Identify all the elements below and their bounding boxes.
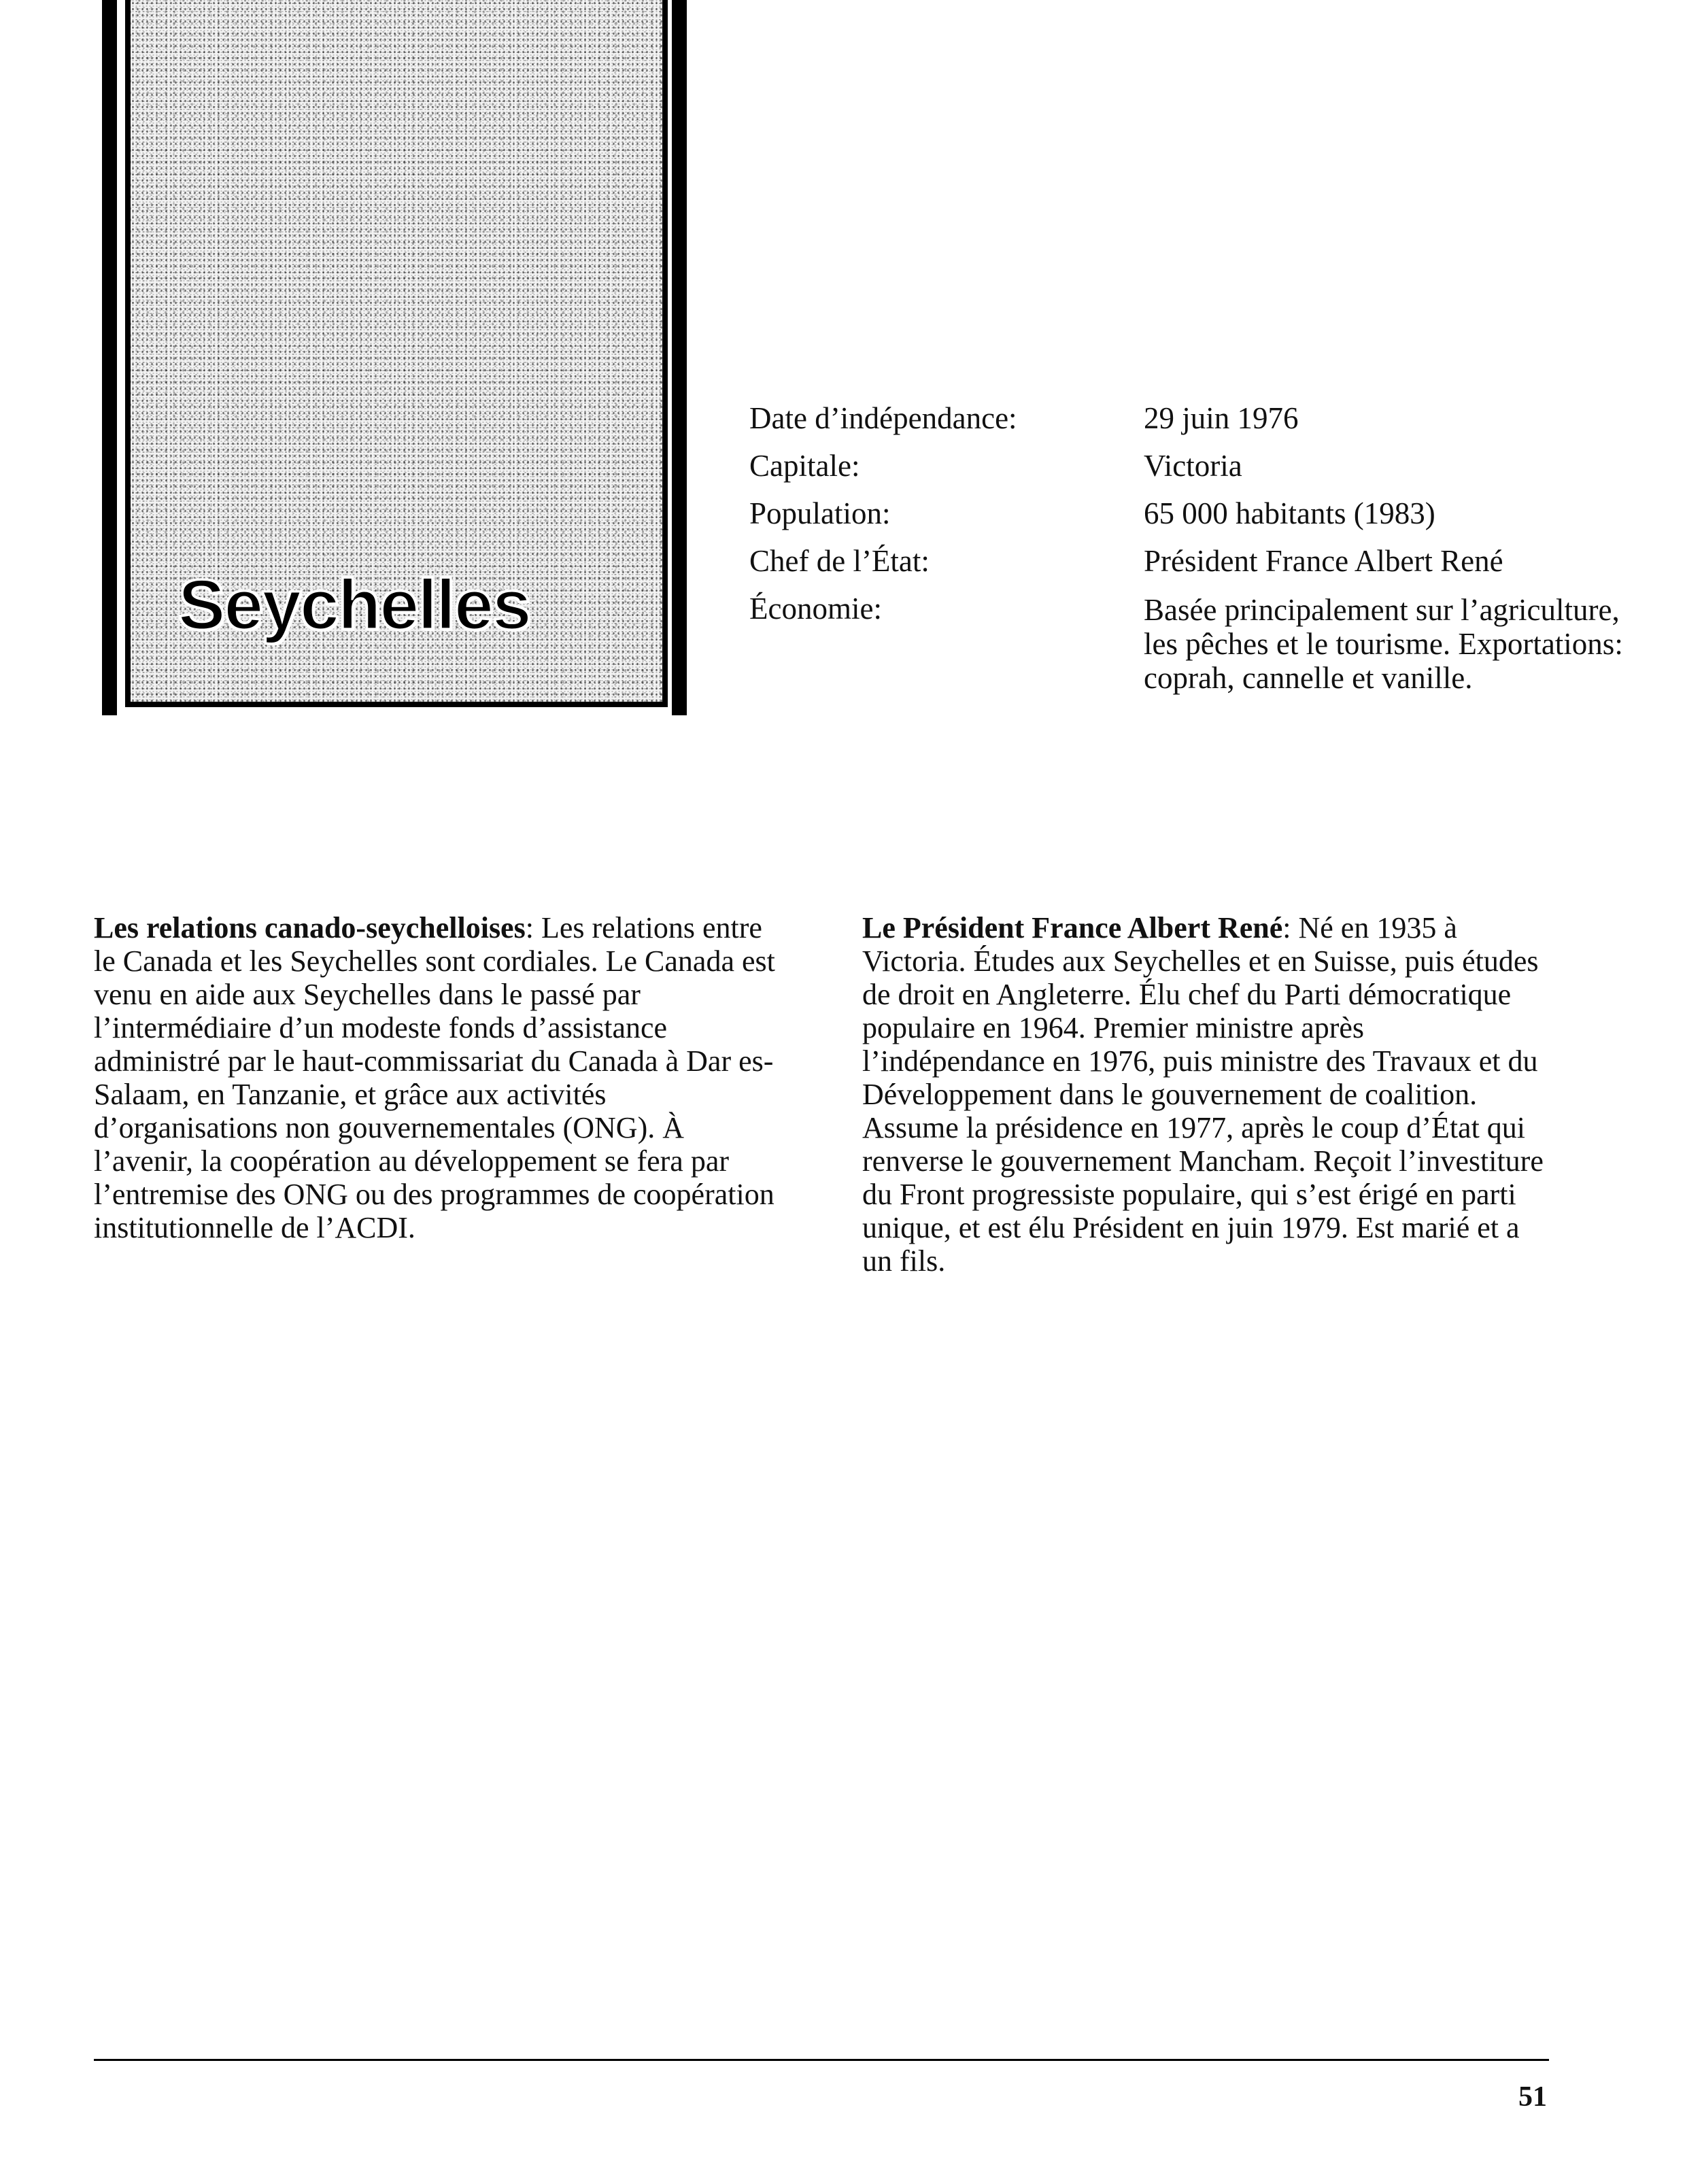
president-text: : Né en 1935 à Victoria. Études aux Seychelles et en Suisse, puis études de droit en Angleterre. Élu chef du Parti démocratique populaire en 1964. Premier ministre après l’indépendance en 1976, puis ministre des Travaux et du Développement dans le gouvernement de coalition. Assume la présidence en 1977, après le coup d’État qui renverse le gouvernement Mancham. Reçoit l’investiture du Front progressiste populaire, qui s’est érigé en parti unique, et est élu Président en juin 1979. Est marié et a un fils. <box>862 911 1544 1278</box>
relations-text: : Les relations entre le Canada et les Seychelles sont cordiales. Le Canada est venu en aide aux Seychelles dans le passé par l’intermédiaire d’un modeste fonds d’assistance administré par le haut-commissariat du Canada à Dar es-Salaam, en Tanzanie, et grâce aux activités d’organisations non gouvernementales (ONG). À l’avenir, la coopération au développement se fera par l’entremise des ONG ou des programmes de coopération institutionnelle de l’ACDI. <box>94 911 775 1244</box>
fact-value: Basée principalement sur l’agriculture, les pêches et le tourisme. Exportations: coprah, cannelle et vanille. <box>1144 593 1623 695</box>
fact-row-head-of-state <box>749 537 1661 585</box>
country-banner <box>102 0 687 715</box>
fact-value: 65 000 habitants (1983) <box>1144 496 1435 530</box>
country-title: Seychelles <box>178 566 530 645</box>
fact-label: Chef de l’État: <box>749 544 930 578</box>
page-number: 51 <box>1518 2081 1547 2113</box>
relations-heading: Les relations canado-seychelloises <box>94 911 526 944</box>
fact-label: Économie: <box>749 592 882 626</box>
fact-row-population <box>749 490 1661 537</box>
fact-value: Victoria <box>1144 449 1242 483</box>
fact-label: Capitale: <box>749 449 860 483</box>
banner-speckled-panel <box>125 0 668 707</box>
banner-left-bar <box>102 0 117 715</box>
fact-row-economy <box>749 585 1661 695</box>
fact-row-independence <box>749 394 1661 442</box>
country-facts <box>749 394 1661 695</box>
fact-label: Date d’indépendance: <box>749 401 1017 435</box>
president-heading: Le Président France Albert René <box>862 911 1283 944</box>
fact-row-capital <box>749 442 1661 490</box>
relations-paragraph <box>94 911 781 1244</box>
president-paragraph <box>862 911 1549 1278</box>
fact-value: 29 juin 1976 <box>1144 401 1299 435</box>
fact-value: Président France Albert René <box>1144 544 1503 578</box>
banner-right-bar <box>672 0 687 715</box>
fact-label: Population: <box>749 496 891 530</box>
footer-rule <box>94 2059 1549 2061</box>
